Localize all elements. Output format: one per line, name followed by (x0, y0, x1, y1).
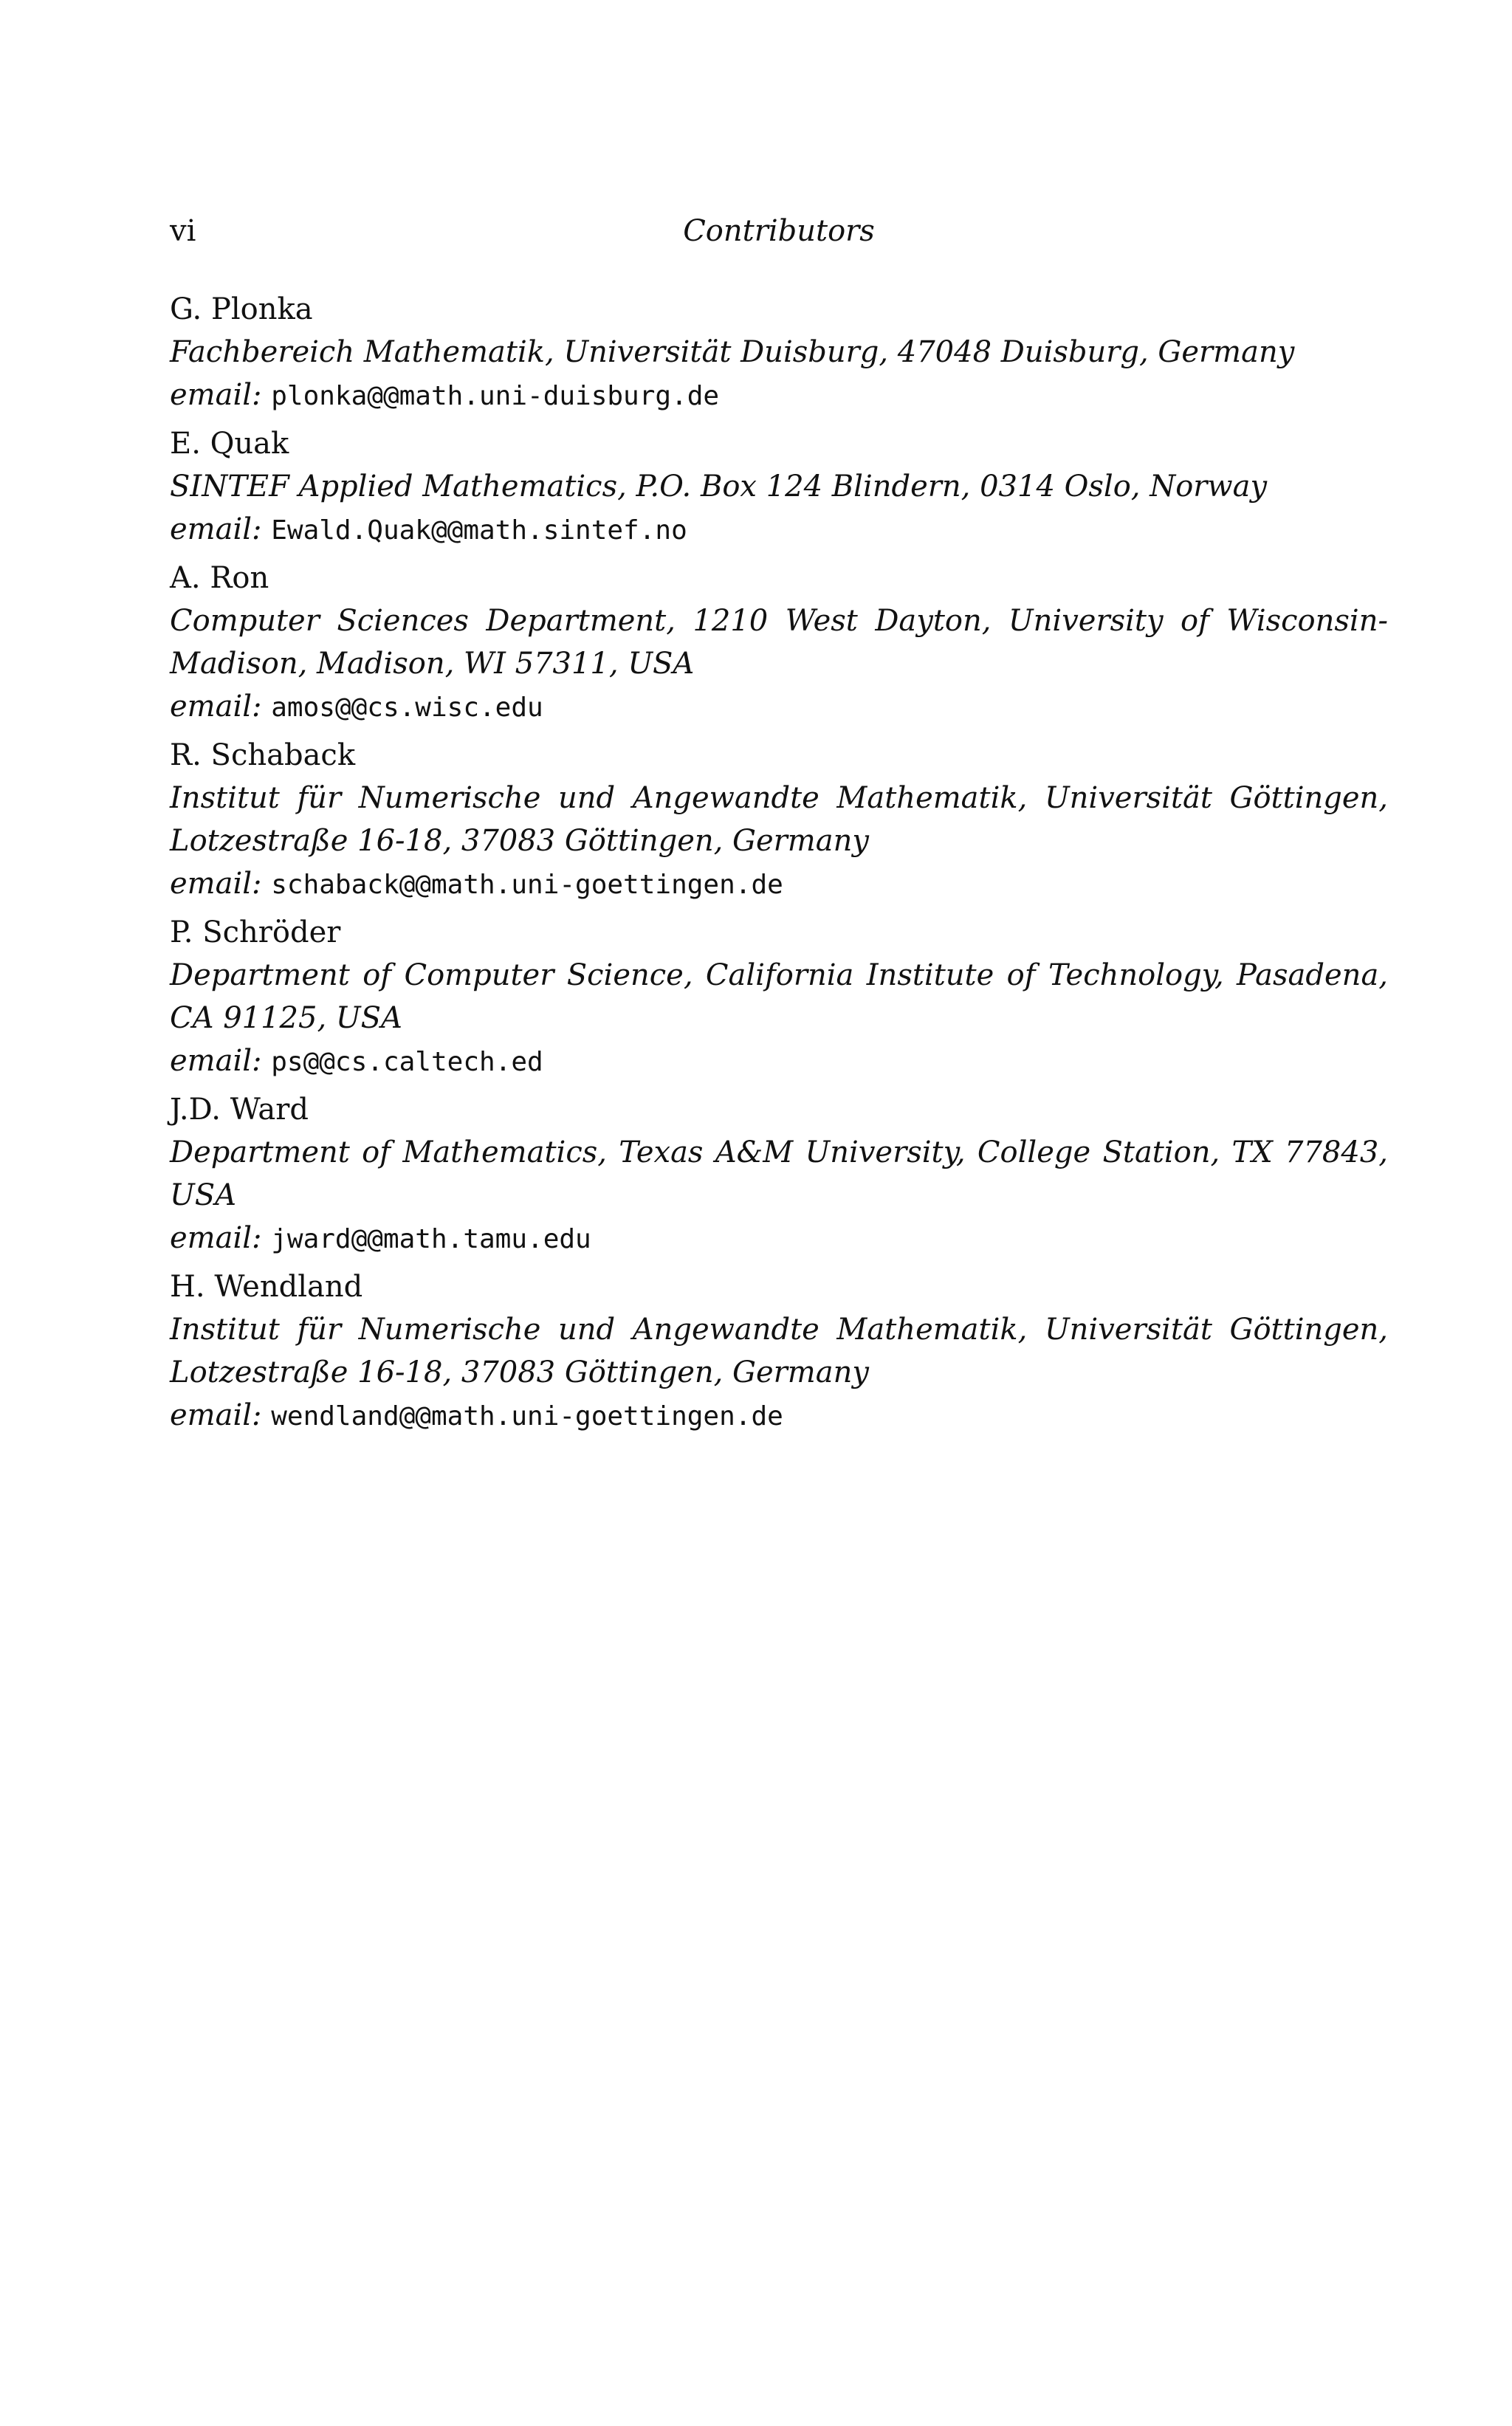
contributor-name: E. Quak (170, 427, 289, 461)
contributor-affiliation: SINTEF Applied Mathematics, P.O. Box 124 Blindern, 0314 Oslo, Norway (170, 470, 1268, 504)
contributor-email: Ewald.Quak@@math.sintef.no (271, 515, 687, 546)
email-label: email: (170, 378, 262, 412)
running-title: Contributors (683, 214, 875, 248)
contributor-entry (170, 1265, 1388, 1438)
page-header (170, 214, 1388, 258)
contributor-entry (170, 1088, 1388, 1261)
email-label: email: (170, 1044, 262, 1078)
contributor-email: amos@@cs.wisc.edu (271, 693, 543, 723)
contributor-affiliation: Department of Computer Science, California Institute of Technology, Pasadena, CA 91125, USA (170, 958, 1388, 1035)
contributor-email: wendland@@math.uni-goettingen.de (271, 1401, 783, 1432)
email-label: email: (170, 867, 262, 901)
contributor-affiliation: Fachbereich Mathematik, Universität Duisburg, 47048 Duisburg, Germany (170, 335, 1295, 369)
contributor-email-line (170, 374, 1388, 418)
contributor-affiliation: Department of Mathematics, Texas A&M University, College Station, TX 77843, USA (170, 1135, 1388, 1212)
contributor-list (170, 288, 1388, 1443)
contributor-email-line (170, 1040, 1388, 1084)
contributor-name: P. Schröder (170, 915, 341, 949)
contributor-name: A. Ron (170, 561, 269, 595)
contributor-entry (170, 557, 1388, 729)
email-label: email: (170, 1398, 262, 1432)
page-number: vi (170, 214, 196, 248)
contributor-name: J.D. Ward (170, 1093, 309, 1127)
email-label: email: (170, 1221, 262, 1255)
contributor-email: plonka@@math.uni-duisburg.de (271, 381, 720, 411)
contributor-email: schaback@@math.uni-goettingen.de (271, 870, 783, 900)
contributor-affiliation: Computer Sciences Department, 1210 West Dayton, University of Wisconsin-Madison, Madison, WI 57311, USA (170, 604, 1388, 681)
contributor-entry (170, 911, 1388, 1084)
contributor-affiliation: Institut für Numerische und Angewandte Mathematik, Universität Göttingen, Lotzestraße 16-18, 37083 Göttingen, Germany (170, 781, 1388, 858)
email-label: email: (170, 512, 262, 546)
contributor-email: ps@@cs.caltech.ed (271, 1047, 543, 1077)
contributor-email-line (170, 1217, 1388, 1261)
email-label: email: (170, 690, 262, 724)
contributor-name: G. Plonka (170, 292, 313, 326)
contributor-affiliation: Institut für Numerische und Angewandte Mathematik, Universität Göttingen, Lotzestraße 16-18, 37083 Göttingen, Germany (170, 1313, 1388, 1389)
contributor-entry (170, 288, 1388, 418)
contributor-entry (170, 422, 1388, 552)
contributor-email-line (170, 685, 1388, 729)
contributor-name: H. Wendland (170, 1270, 363, 1304)
contributor-entry (170, 734, 1388, 907)
contributor-email-line (170, 1394, 1388, 1438)
contributor-name: R. Schaback (170, 738, 356, 772)
contributor-email-line (170, 508, 1388, 552)
contributor-email-line (170, 862, 1388, 907)
contributor-email: jward@@math.tamu.edu (271, 1224, 591, 1254)
